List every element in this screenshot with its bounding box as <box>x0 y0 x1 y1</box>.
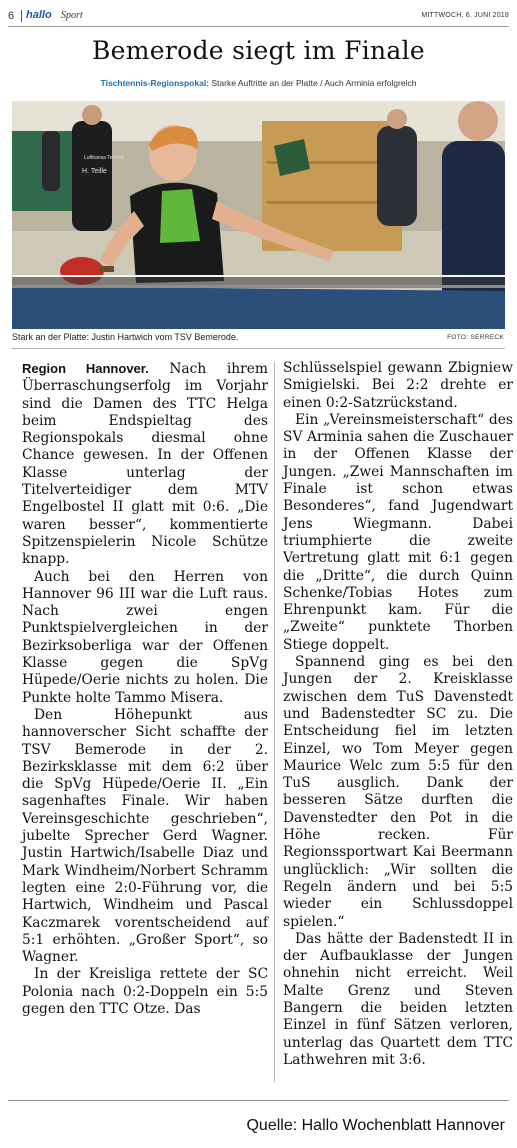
article-paragraph <box>22 360 268 569</box>
article-paragraph: Auch bei den Herren von Hannover 96 III war die Luft raus. Nach zwei engen Punktspielvergleichen in der Bezirksoberliga war der Offenen Klasse gegen die SpVg Hüpede/Oerie nichts zu holen. Die Punkte holte Tammo Misera. <box>22 568 268 706</box>
masthead-divider <box>21 10 22 22</box>
article-subheadline <box>0 78 517 88</box>
masthead <box>8 8 509 27</box>
photo-caption: Stark an der Platte: Justin Hartwich vom TSV Bemerode. <box>12 332 239 342</box>
photo-credit: FOTO: SERRECK <box>447 334 504 341</box>
article-paragraph: Schlüsselspiel gewann Zbigniew Smigielski. Bei 2:2 drehte er einen 0:2-Satzrückstand. <box>283 360 513 411</box>
column-divider <box>274 362 275 1082</box>
section-name: Sport <box>61 10 83 21</box>
table-tennis-photo <box>12 101 505 329</box>
shirt-name-text: H. Teille <box>82 168 107 175</box>
footer-divider <box>8 1100 509 1101</box>
paragraph-text: Nach ihrem Überraschungserfolg im Vorjahr sind die Damen des TTC Helga beim Endspieltag des Regionspokals diesmal ohne Chance gewesen. In der Offenen Klasse unterlag der Titelverteidiger dem MTV Engelbostel II glatt mit 0:6. „Die waren besser“, kommentierte Spitzenspielerin Nicole Schütze knapp. <box>22 361 268 568</box>
article-paragraph: Das hätte der Badenstedt II in der Aufbauklasse der Jungen ohnehin nicht erreicht. Weil Malte Grenz und Steven Bangern die beiden letzten Einzel in fünf Sätzen verloren, unterlag das Quartett dem TTC Lathwehren mit 3:6. <box>283 930 513 1068</box>
issue-date: MITTWOCH, 6. JUNI 2018 <box>421 12 509 19</box>
article-paragraph: In der Kreisliga rettete der SC Polonia nach 0:2-Doppeln ein 5:5 gegen den TTC Otze. Das <box>22 966 268 1017</box>
subheadline-text: Starke Auftritte an der Platte / Auch Arminia erfolgreich <box>209 78 417 88</box>
shirt-sponsor-text: Lufthansa Technik <box>84 155 125 161</box>
caption-divider <box>12 348 505 349</box>
article-lead: Region Hannover. <box>22 361 149 376</box>
article-column-left <box>22 360 268 1018</box>
article-paragraph: Den Höhepunkt aus hannoverscher Sicht schaffte der TSV Bemerode in der 2. Bezirksklasse mit dem 6:2 über die SpVg Hüpede/Oerie II. „Ein sagenhaftes Finale. Wir haben Vereinsgeschichte geschrieben“, jubelte Sprecher Gerd Wagner. Justin Hartwich/Isabelle Diaz und Mark Windheim/Norbert Schramm legten eine 2:0-Führung vor, die Hartwich, Windheim und Pascal Kaczmarek vorentscheidend auf 5:1 erhöhten. „Großer Sport“, so Wagner. <box>22 706 268 966</box>
brand-logo: hallo <box>26 9 52 21</box>
article-paragraph: Spannend ging es bei den Jungen der 2. Kreisklasse zwischen dem TuS Davenstedt und Badenstedter SC zu. Die Entscheidung fiel im letzten Einzel, wo Tom Meyer gegen Maurice Welc zum 5:5 für den TuS ausglich. Dank der besseren Sätze durften die Davenstedter den Pot in die Höhe recken. Für Regionssportwart Kai Beermann unglücklich: „Wir sollten die Regeln ändern und bei 5:5 wieder ein Schlussdoppel spielen.“ <box>283 654 513 930</box>
article-column-right <box>283 360 513 1069</box>
subheadline-kicker: Tischtennis-Regionspokal: <box>100 78 210 88</box>
article-headline: Bemerode siegt im Finale <box>91 36 426 65</box>
article-paragraph: Ein „Vereinsmeisterschaft“ des SV Arminia sahen die Zuschauer in der Offenen Klasse der Jungen. „Zwei Mannschaften im Finale ist schon etwas Besonderes“, fand Jugendwart Jens Wiegmann. Dabei triumphierte die zweite Vertretung glatt mit 6:1 gegen die „Dritte“, die durch Quinn Schenke/Tobias Hotes zum Ehrenpunkt kam. Für die „Zweite“ punktete Thorben Stiege doppelt. <box>283 411 513 653</box>
source-attribution: Quelle: Hallo Wochenblatt Hannover <box>246 1117 505 1134</box>
page-number: 6 <box>8 10 15 22</box>
article-photo <box>12 101 505 329</box>
